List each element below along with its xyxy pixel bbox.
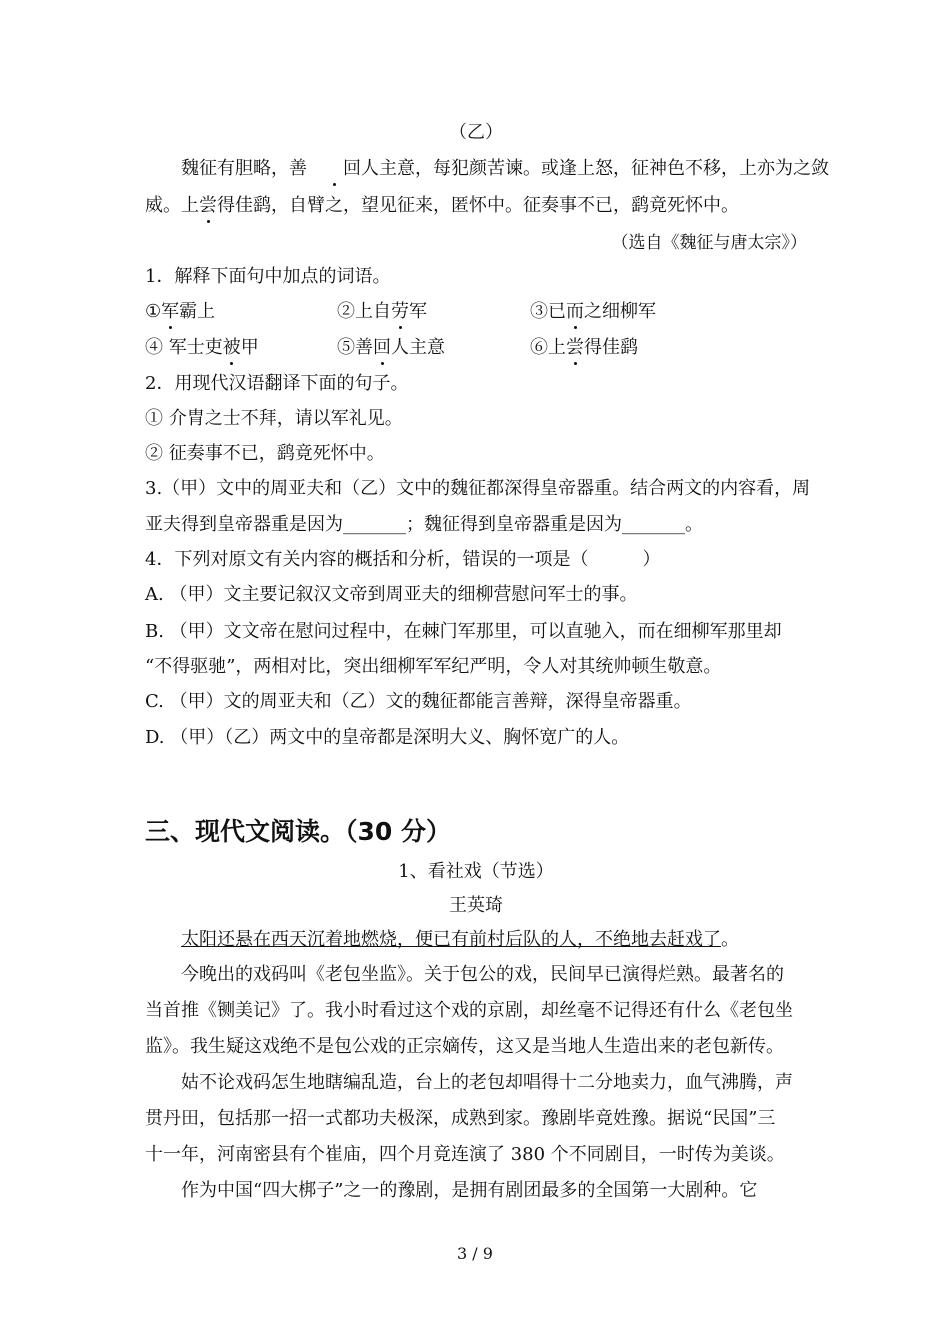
article-line: 监》。我生疑这戏绝不是包公戏的正宗嫡传，这又是当地人生造出来的老包新传。 <box>145 1036 784 1057</box>
passage-b-title: （乙） <box>449 122 503 143</box>
q4-option-a: A. （甲）文主要记叙汉文帝到周亚夫的细柳营慰问军士的事。 <box>145 584 638 605</box>
article-title: 1、看社戏（节选） <box>398 861 554 882</box>
page-number: 3 / 9 <box>457 1244 493 1263</box>
q4-option-c: C. （甲）文的周亚夫和（乙）文的魏征都能言善辩，深得皇帝器重。 <box>145 691 692 712</box>
q2-sentence-2: ② 征奏事不已，鹞竟死怀中。 <box>145 443 385 464</box>
q1-item: ③已而之细柳军 <box>530 301 656 322</box>
dotted-char: 回 <box>307 157 361 181</box>
article-paragraph: 太阳还悬在西天沉着地燃烧，便已有前村后队的人，不绝地去赶戏了。 <box>181 929 739 950</box>
q2-sentence-1: ① 介胄之士不拜，请以军礼见。 <box>145 408 403 429</box>
article-line: 当首推《铡美记》了。我小时看过这个戏的京剧，却丝毫不记得还有什么《老包坐 <box>145 1000 793 1021</box>
dotted-char: 而 <box>566 301 584 322</box>
q1-item: ④ 军士吏被甲 <box>145 337 259 358</box>
q1-stem: 1．解释下面句中加点的词语。 <box>145 266 391 287</box>
passage-b-line: 魏征有胆略，善 回人主意，每犯颜苦谏。或逢上怒，征神色不移，上亦为之敛 <box>181 158 829 179</box>
article-author: 王英琦 <box>449 895 503 916</box>
q1-item: ①军霸上 <box>145 301 216 322</box>
passage-b-line: 威。上尝得佳鹞，自臂之，望见征来，匿怀中。征奏事不已，鹞竟死怀中。 <box>145 195 739 216</box>
dotted-char: 尝 <box>199 195 217 216</box>
article-line: 今晚出的戏码叫《老包坐监》。关于包公的戏，民间早已演得烂熟。最著名的 <box>181 964 784 985</box>
passage-b-source: （选自《魏征与唐太宗》） <box>611 233 807 253</box>
q4-stem: 4．下列对原文有关内容的概括和分析，错误的一项是（ ） <box>145 549 661 570</box>
article-line: 贯丹田，包括那一招一式都功夫极深，成熟到家。豫剧毕竟姓豫。据说“民国”三 <box>145 1108 776 1129</box>
dotted-char: 尝 <box>566 337 584 358</box>
q3-line: 3.（甲）文中的周亚夫和（乙）文中的魏征都深得皇帝器重。结合两文的内容看，周 <box>145 478 811 499</box>
dotted-char: 被 <box>222 337 241 358</box>
underlined-sentence: 太阳还悬在西天沉着地燃烧，便已有前村后队的人，不绝地去赶戏了 <box>181 929 721 950</box>
q3-line: 亚夫得到皇帝器重是因为_______；魏征得到皇帝器重是因为_______。 <box>145 514 703 535</box>
section-heading: 三、现代文阅读。（30 分） <box>145 817 451 846</box>
q1-item: ⑤善回人主意 <box>337 337 445 358</box>
article-line: 作为中国“四大梆子”之一的豫剧，是拥有剧团最多的全国第一大剧种。它 <box>181 1180 758 1201</box>
q4-option-b: B. （甲）文文帝在慰问过程中，在棘门军那里，可以直驰入，而在细柳军那里却 <box>145 621 782 642</box>
article-line: 姑不论戏码怎生地瞎编乱造，台上的老包却唱得十二分地卖力，血气沸腾，声 <box>181 1072 793 1093</box>
q2-stem: 2．用现代汉语翻译下面的句子。 <box>145 373 409 394</box>
q1-item: ⑥上尝得佳鹞 <box>530 337 638 358</box>
dotted-char: 回 <box>373 337 391 358</box>
article-line: 十一年，河南密县有个崔庙，四个月竟连演了 380 个不同剧目，一时传为美谈。 <box>145 1144 785 1165</box>
dotted-char: 劳 <box>391 301 409 322</box>
dotted-char: 军 <box>161 301 180 322</box>
q1-item: ②上自劳军 <box>337 301 427 322</box>
q4-option-d: D. （甲）（乙）两文中的皇帝都是深明大义、胸怀宽广的人。 <box>145 727 630 748</box>
q4-option-b-cont: “不得驱驰”，两相对比，突出细柳军军纪严明，令人对其统帅顿生敬意。 <box>145 656 722 677</box>
